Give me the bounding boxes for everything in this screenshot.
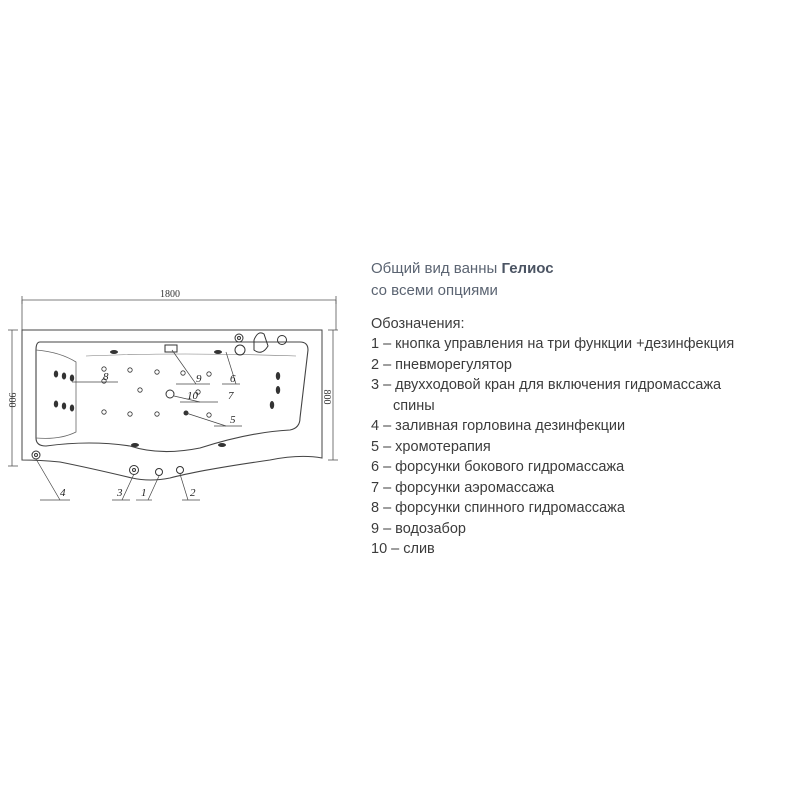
legend-item: 10 – слив [371,541,435,557]
model-name: Гелиос [501,260,554,277]
title-prefix: Общий вид ванны [371,260,498,277]
legend-item-continuation: спины [393,397,435,414]
legend-item: 7 – форсунки аэромассажа [371,479,555,496]
bathtub-top-view-drawing [0,0,360,800]
callout-1: 1 [141,487,147,499]
callout-4: 4 [60,487,66,499]
length-label: 1800 [160,289,180,300]
headrest-edge [36,350,76,438]
drain-icon [166,390,174,398]
callout-8: 8 [103,371,109,383]
legend-item: 4 – заливная горловина дезинфекции [371,418,626,434]
legend-item: 1 – кнопка управления на три функции +дезинфекция [371,336,735,352]
length-dimension [22,296,336,330]
rim-fittings [235,333,287,355]
callout-5: 5 [230,414,236,426]
legend-list [371,334,791,560]
legend-heading: Обозначения: [371,316,465,332]
tub-inner-basin [36,342,308,452]
legend-panel [371,258,791,560]
water-intake-icon [165,345,177,352]
legend-item: 2 – пневморегулятор [371,356,512,373]
legend-item: 6 – форсунки бокового гидромассажа [371,459,625,475]
callout-9: 9 [196,373,202,385]
callout-10: 10 [187,390,198,402]
callout-7: 7 [228,390,234,402]
legend-item: 5 – хромотерапия [371,438,491,455]
width-inner-label: 800 [321,389,332,405]
callout-3: 3 [117,487,123,499]
legend-item: 9 – водозабор [371,520,466,537]
legend-item: 3 – двухходовой кран для включения гидромассажа спины [371,375,791,416]
legend-item: 8 – форсунки спинного гидромассажа [371,500,625,516]
callout-6: 6 [230,373,236,385]
seat-edge [86,354,296,356]
legend-title [371,258,791,280]
width-total-label: 900 [6,392,17,408]
legend-subtitle: со всеми опциями [371,282,498,299]
callout-2: 2 [190,487,196,499]
back-massage-jets [54,371,74,412]
